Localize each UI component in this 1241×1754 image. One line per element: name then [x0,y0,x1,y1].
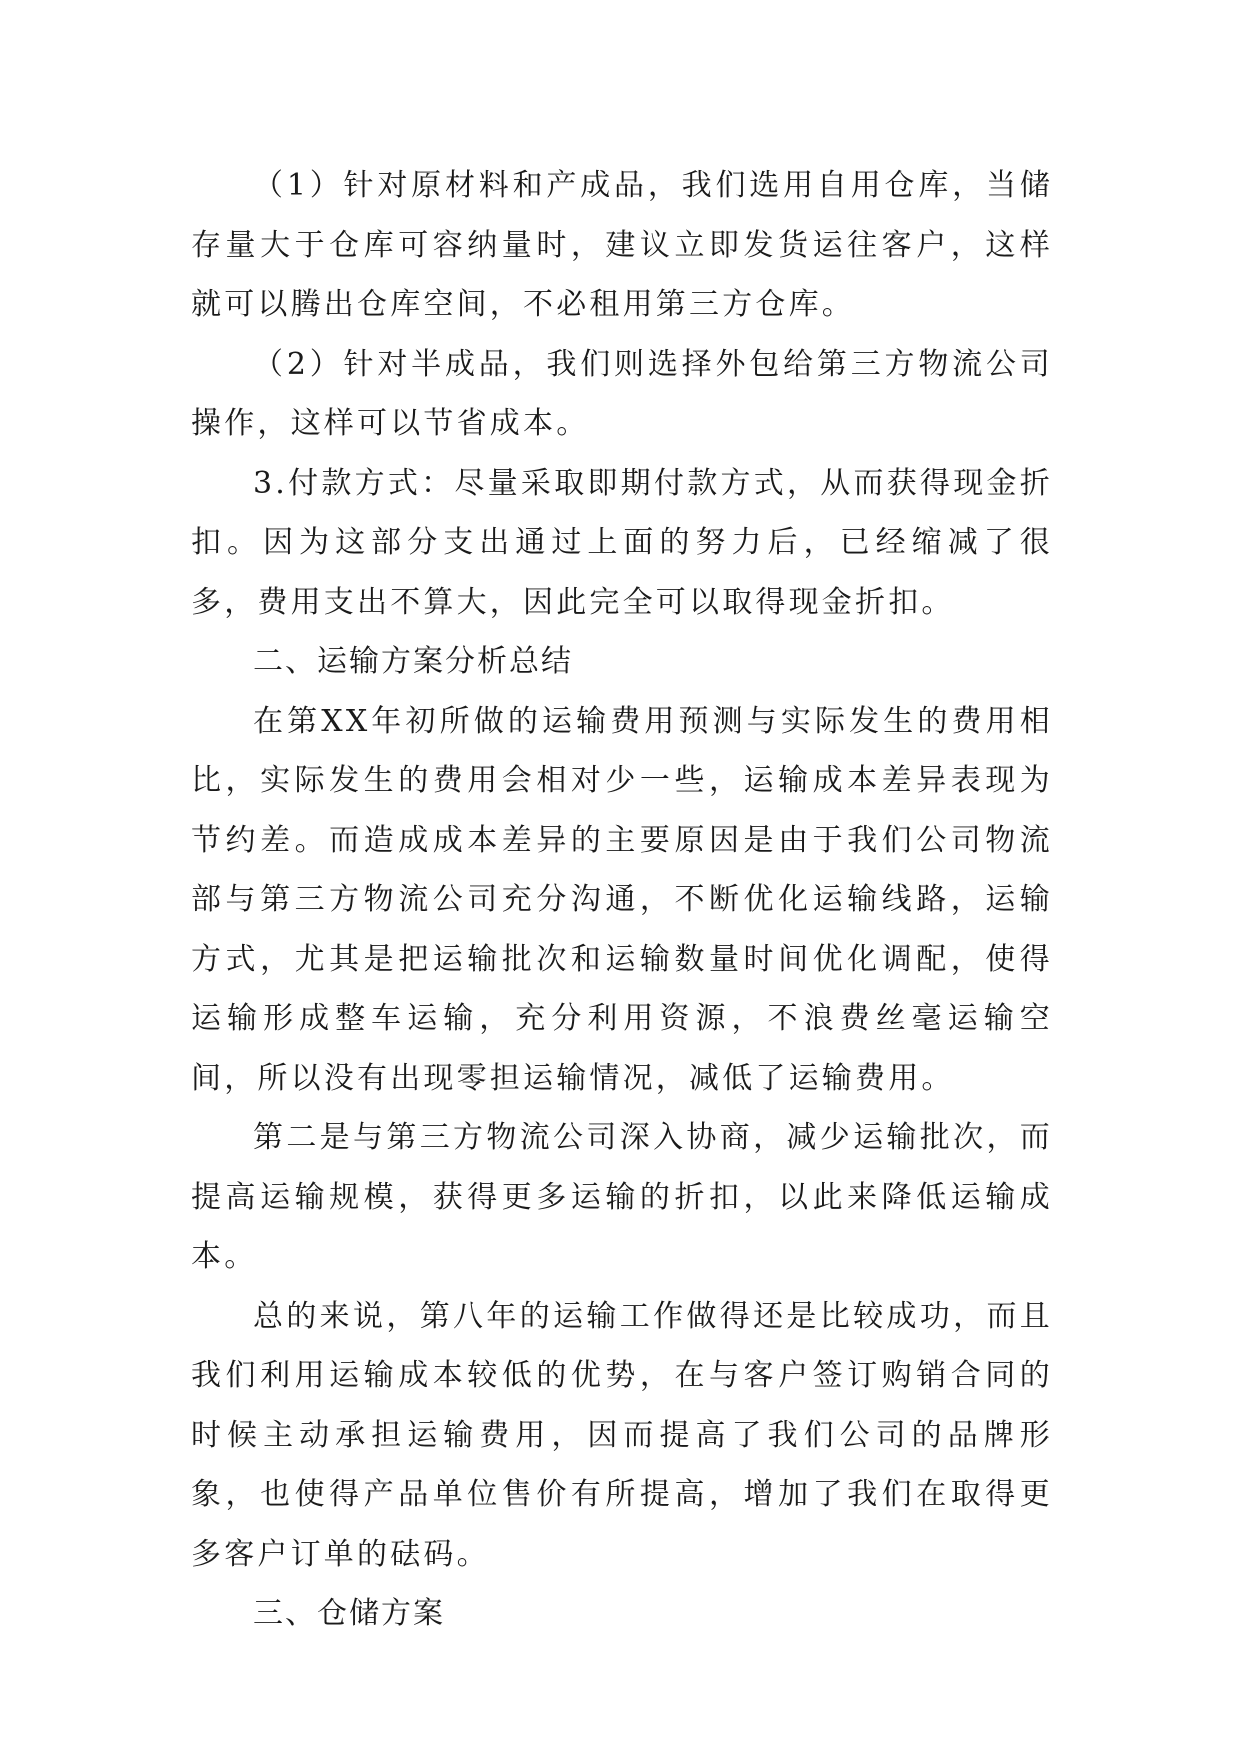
paragraph-semi-finished-outsourcing: （2）针对半成品，我们则选择外包给第三方物流公司操作，这样可以节省成本。 [191,346,1053,441]
paragraph-raw-materials-storage: （1）针对原材料和产成品，我们选用自用仓库，当储存量大于仓库可容纳量时，建议立即发货运往客户，这样就可以腾出仓库空间，不必租用第三方仓库。 [191,168,1053,322]
section-heading-warehousing-plan: 三、仓储方案 [253,1596,445,1631]
paragraph-third-party-negotiation: 第二是与第三方物流公司深入协商，减少运输批次，而提高运输规模，获得更多运输的折扣，以此来降低运输成本。 [191,1120,1053,1274]
paragraph-payment-method: 3.付款方式：尽量采取即期付款方式，从而获得现金折扣。因为这部分支出通过上面的努力后，已经缩减了很多，费用支出不算大，因此完全可以取得现金折扣。 [191,465,1053,620]
document-body [191,156,1053,1644]
section-heading-transport-summary: 二、运输方案分析总结 [253,644,573,679]
paragraph-overall-summary: 总的来说，第八年的运输工作做得还是比较成功，而且我们利用运输成本较低的优势，在与客户签订购销合同的时候主动承担运输费用，因而提高了我们公司的品牌形象，也使得产品单位售价有所提高，增加了我们在取得更多客户订单的砝码。 [191,1298,1053,1572]
paragraph-transport-cost-analysis: 在第XX年初所做的运输费用预测与实际发生的费用相比，实际发生的费用会相对少一些，运输成本差异表现为节约差。而造成成本差异的主要原因是由于我们公司物流部与第三方物流公司充分沟通，不断优化运输线路，运输方式，尤其是把运输批次和运输数量时间优化调配，使得运输形成整车运输，充分利用资源，不浪费丝毫运输空间，所以没有出现零担运输情况，减低了运输费用。 [191,703,1053,1096]
